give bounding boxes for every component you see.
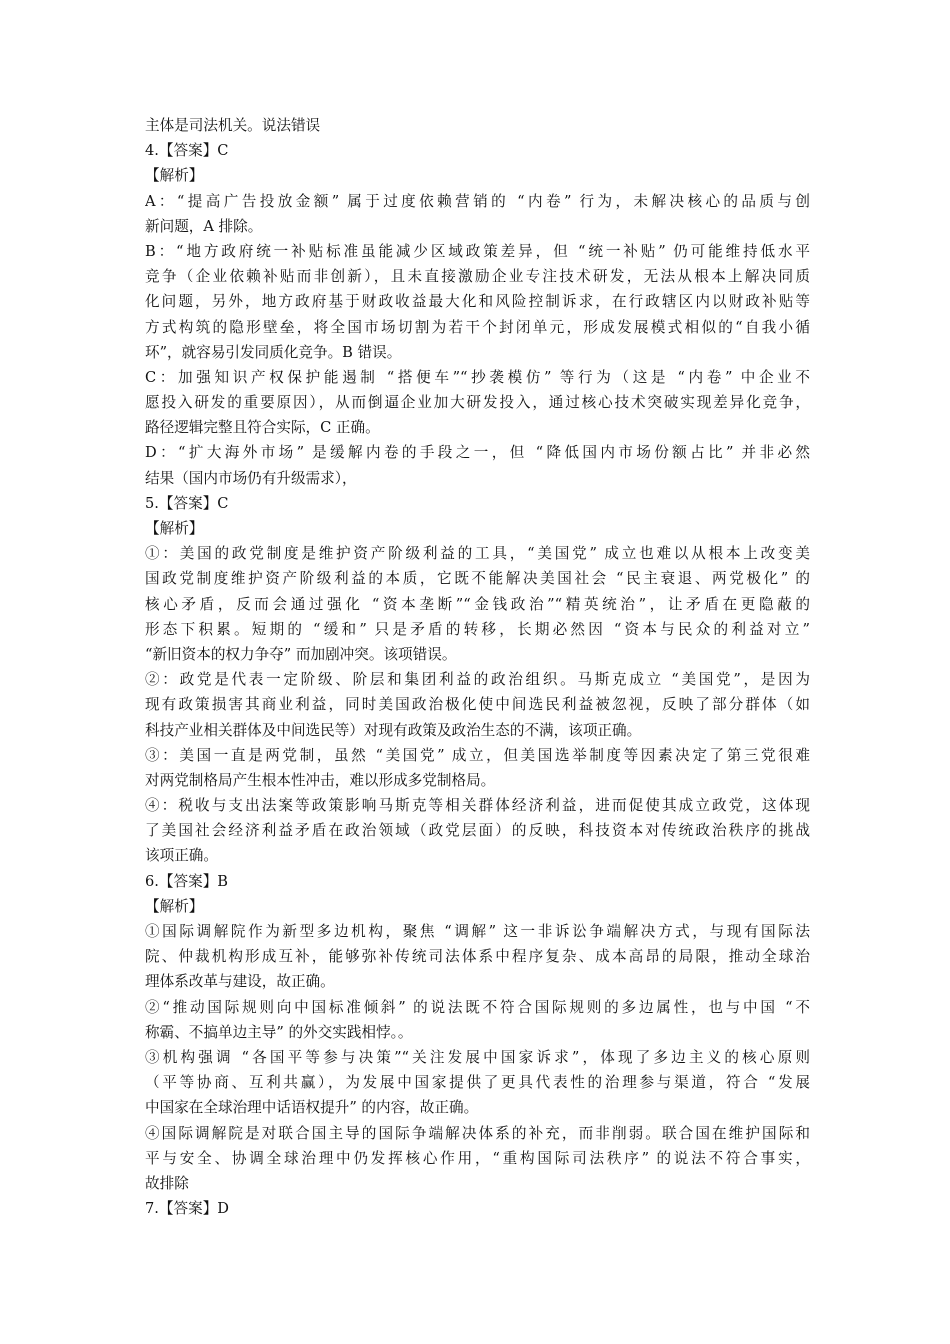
text-line: 形态下积累。短期的 “缓和” 只是矛盾的转移，长期必然因 “资本与民众的利益对立” xyxy=(145,620,810,638)
text-line: ①：美国的政党制度是维护资产阶级利益的工具，“美国党” 成立也难以从根本上改变美 xyxy=(145,545,810,563)
text-line: 【解析】 xyxy=(145,897,204,915)
text-line: 结果（国内市场仍有升级需求）， xyxy=(145,469,357,487)
text-line: 【解析】 xyxy=(145,520,204,537)
text-line: （平等协商、互利共赢），为发展中国家提供了更具代表性的治理参与渠道，符合 “发展 xyxy=(145,1074,810,1092)
text-line: 新问题，A 排除。 xyxy=(145,217,263,235)
text-line: 7.【答案】D xyxy=(145,1200,229,1218)
text-line: A：“提高广告投放金额” 属于过度依赖营销的 “内卷” 行为，未解决核心的品质与创 xyxy=(145,192,810,210)
text-line: 中国家在全球治理中话语权提升” 的内容，故正确。 xyxy=(145,1099,479,1117)
text-line: 现有政策损害其商业利益，同时美国政治极化使中间选民利益被忽视，反映了部分群体（如 xyxy=(145,696,810,714)
text-line: 主体是司法机关。说法错误 xyxy=(145,117,321,134)
text-line: 了美国社会经济利益矛盾在政治领域（政党层面）的反映，科技资本对传统政治秩序的挑战 xyxy=(145,822,810,840)
text-line: 竞争（企业依赖补贴而非创新），且未直接激励企业专注技术研发，无法从根本上解决同质 xyxy=(145,268,810,286)
text-line: 国政党制度维护资产阶级利益的本质，它既不能解决美国社会 “民主衰退、两党极化” 的 xyxy=(145,570,810,588)
text-line: 4.【答案】C xyxy=(145,142,229,160)
text-line: ①国际调解院作为新型多边机构，聚焦 “调解” 这一非诉讼争端解决方式，与现有国际法 xyxy=(145,923,810,940)
text-line: 核心矛盾，反而会通过强化 “资本垄断”“金钱政治”“精英统治”，让矛盾在更隐蔽的 xyxy=(145,595,810,613)
text-line: 院、仲裁机构形成互补，能够弥补传统司法体系中程序复杂、成本高昂的局限，推动全球治 xyxy=(145,948,810,966)
text-line: ③：美国一直是两党制，虽然 “美国党” 成立，但美国选举制度等因素决定了第三党很难 xyxy=(145,746,810,764)
text-line: 科技产业相关群体及中间选民等）对现有政策及政治生态的不满，该项正确。 xyxy=(145,721,642,739)
text-line: 理体系改革与建设，故正确。 xyxy=(145,973,335,991)
text-line: 方式构筑的隐形壁垒，将全国市场切割为若干个封闭单元，形成发展模式相似的“自我小循 xyxy=(145,318,810,336)
text-line: ②：政党是代表一定阶级、阶层和集团利益的政治组织。马斯克成立 “美国党”，是因为 xyxy=(145,671,810,689)
text-line: ②“推动国际规则向中国标准倾斜” 的说法既不符合国际规则的多边属性，也与中国 “不 xyxy=(145,998,810,1016)
text-line: 故排除 xyxy=(145,1174,189,1192)
text-line: 该项正确。 xyxy=(145,847,218,865)
text-line: C：加强知识产权保护能遏制 “搭便车”“抄袭模仿” 等行为（这是 “内卷” 中企业不 xyxy=(145,368,810,386)
text-line: “新旧资本的权力争夺” 而加剧冲突。该项错误。 xyxy=(145,645,457,663)
text-line: 愿投入研发的重要原因），从而倒逼企业加大研发投入，通过核心技术突破实现差异化竞争， xyxy=(145,394,810,412)
text-line: 环”，就容易引发同质化竞争。B 错误。 xyxy=(145,343,402,361)
text-line: 路径逻辑完整且符合实际，C 正确。 xyxy=(145,419,380,437)
text-line: 化问题，另外，地方政府基于财政收益最大化和风险控制诉求，在行政辖区内以财政补贴等 xyxy=(145,293,810,311)
text-line: 5.【答案】C xyxy=(145,494,229,512)
text-line: ④国际调解院是对联合国主导的国际争端解决体系的补充，而非削弱。联合国在维护国际和 xyxy=(145,1124,810,1142)
text-line: ③机构强调 “各国平等参与决策”“关注发展中国家诉求”，体现了多边主义的核心原则 xyxy=(145,1048,810,1066)
text-line: B：“地方政府统一补贴标准虽能减少区域政策差异，但 “统一补贴” 仍可能维持低水平 xyxy=(145,242,810,260)
text-line: 对两党制格局产生根本性冲击，难以形成多党制格局。 xyxy=(145,771,496,789)
text-line: D：“扩大海外市场” 是缓解内卷的手段之一，但 “降低国内市场份额占比” 并非必然 xyxy=(145,444,810,462)
document-body xyxy=(145,113,810,1221)
text-line: 【解析】 xyxy=(145,167,204,185)
text-line: 平与安全、协调全球治理中仍发挥核心作用，“重构国际司法秩序” 的说法不符合事实， xyxy=(145,1149,810,1167)
text-line: ④：税收与支出法案等政策影响马斯克等相关群体经济利益，进而促使其成立政党，这体现 xyxy=(145,797,810,815)
text-line: 6.【答案】B xyxy=(145,872,229,890)
text-line: 称霸、不搞单边主导” 的外交实践相悖。。 xyxy=(145,1023,413,1041)
